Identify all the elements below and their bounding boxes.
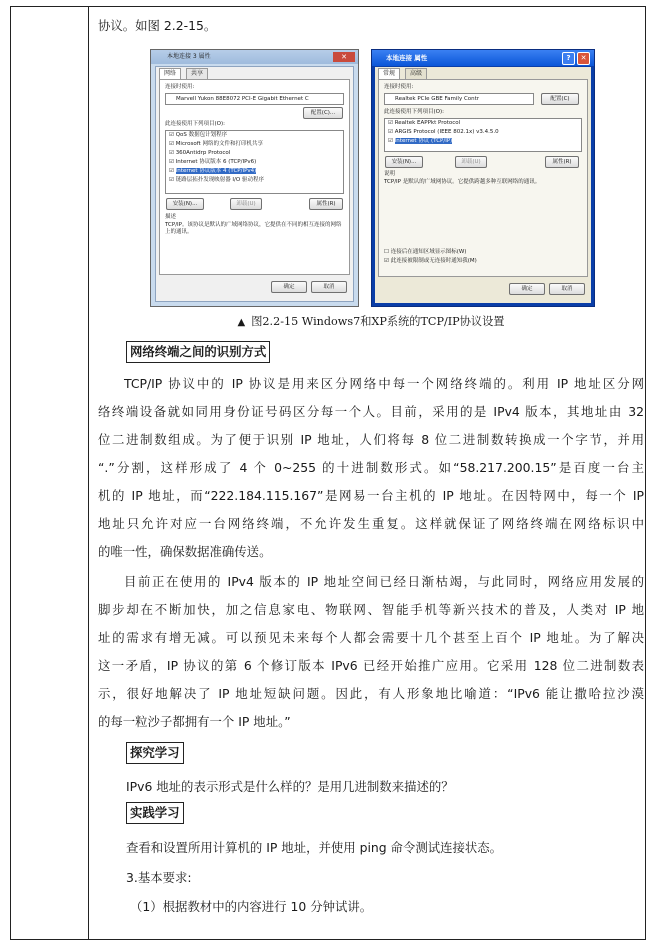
items-label: 此连接使用下列项目(O):: [165, 121, 225, 127]
description-text: TCP/IP 是默认的广域网协议。它提供跨越多种互联网络的通讯。: [384, 179, 541, 185]
connect-using-label: 连接时使用:: [384, 84, 414, 90]
description-text: TCP/IP。该协议是默认的广域网络协议，它提供在不同的相互连接的网络上的通讯。: [165, 222, 342, 235]
win7-tabs: [156, 67, 353, 78]
win7-title: 本地连接 3 属性: [167, 53, 211, 60]
intro-line: 协议。如图 2.2-15。: [98, 18, 217, 33]
xp-title: 本地连接 属性: [386, 54, 428, 62]
caption-text: 图2.2-15 Windows7和XP系统的TCP/IP协议设置: [251, 315, 505, 328]
items-label: 此连接使用下列项目(O):: [384, 109, 444, 115]
tab-general[interactable]: 常规: [378, 68, 400, 79]
cancel-button[interactable]: 取消: [311, 281, 347, 293]
list-item[interactable]: ☑ QoS 数据包计划程序: [169, 132, 228, 138]
tab-advanced[interactable]: 高级: [405, 68, 427, 79]
win7-properties-screenshot: [150, 49, 359, 307]
install-button[interactable]: 安装(N)...: [385, 156, 423, 168]
practice-text: 查看和设置所用计算机的 IP 地址，并使用 ping 命令测试连接状态。: [126, 840, 503, 855]
adapter-name: Realtek PCIe GBE Family Contr: [395, 96, 480, 102]
para1-line: 的唯一性，确保数据准确传送。: [98, 544, 272, 559]
configure-button[interactable]: 配置(C)...: [303, 107, 343, 119]
xp-properties-screenshot: [371, 49, 595, 307]
para1-line: 位二进制数组成。为了便于识别 IP 地址，人们将每 8 位二进制数转换成一个字节，并用: [98, 432, 644, 447]
list-item[interactable]: ☑ Realtek EAPPkt Protocol: [388, 120, 461, 126]
win7-titlebar: [151, 50, 358, 64]
close-icon[interactable]: ✕: [577, 52, 590, 65]
para1-line: 地址只允许对应一台网络终端，不允许发生重复。这样就保证了网络终端在网络标识中: [98, 516, 644, 531]
uninstall-button[interactable]: 卸载(U): [455, 156, 487, 168]
description-label: 描述: [165, 214, 177, 220]
para2-line: 目前正在使用的 IPv4 版本的 IP 地址空间已经日渐枯竭，与此同时，网络应用发展的: [124, 574, 644, 589]
list-item[interactable]: ☑ Internet 协议版本 6 (TCP/IPv6): [169, 159, 257, 165]
close-icon[interactable]: ✕: [333, 52, 355, 62]
adapter-name: Marvell Yukon 88E8072 PCI-E Gigabit Ethernet C: [176, 96, 309, 102]
list-item-label: QoS 数据包计划程序: [175, 132, 228, 138]
para1-line: 络终端设备就如同用身份证号码区分每一个人。目前，采用的是 IPv4 版本，其地址由 32: [98, 404, 644, 419]
adapter-field: [165, 93, 344, 105]
install-button[interactable]: 安装(N)...: [166, 198, 204, 210]
requirements-item: （1）根据教材中的内容进行 10 分钟试讲。: [130, 899, 373, 914]
xp-dialog-body: [375, 67, 591, 303]
inquiry-question: IPv6 地址的表示形式是什么样的？是用几进制数来描述的？: [126, 779, 454, 794]
notify-checkbox-1[interactable]: ☐ 连接后在通知区域显示图标(W): [384, 249, 467, 255]
list-item[interactable]: ☑ ARGIS Protocol (IEEE 802.1x) v3.4.5.0: [388, 129, 499, 135]
ok-button[interactable]: 确定: [271, 281, 307, 293]
heading-identification: 网络终端之间的识别方式: [126, 341, 270, 363]
properties-button[interactable]: 属性(R): [545, 156, 579, 168]
table-column-divider: [88, 6, 89, 940]
heading-inquiry: 探究学习: [126, 742, 184, 764]
list-item-label-selected: Internet 协议 (TCP/IP): [394, 138, 453, 144]
list-item-label: Microsoft 网络的文件和打印机共享: [175, 141, 263, 147]
help-icon[interactable]: ?: [562, 52, 575, 65]
xp-titlebar: [372, 50, 594, 66]
xp-tabs: [375, 67, 591, 78]
list-item-label: ARGIS Protocol (IEEE 802.1x) v3.4.5.0: [394, 129, 499, 135]
tab-sharing[interactable]: 共享: [186, 68, 208, 79]
list-item[interactable]: ☑ 链路层拓扑发现映射器 I/O 驱动程序: [169, 177, 264, 183]
para1-line: “.”分割，这样形成了 4 个 0~255 的十进制数形式。如“58.217.200.15”是百度一台主: [98, 460, 644, 475]
list-item-label-selected: Internet 协议版本 4 (TCP/IPv4): [175, 168, 257, 174]
win7-tab-pane: [159, 79, 350, 275]
triangle-icon: ▲: [237, 317, 246, 328]
para1-line: 机的 IP 地址，而“222.184.115.167”是网易一台主机的 IP 地址。在因特网中，每一个 IP: [98, 488, 644, 503]
list-item[interactable]: ☑ Internet 协议版本 4 (TCP/IPv4): [169, 168, 257, 174]
para2-line: 这一矛盾，IP 协议的第 6 个修订版本 IPv6 已经开始推广应用。它采用 128 位二进制数表: [98, 658, 644, 673]
para2-line: 的每一粒沙子都拥有一个 IP 地址。”: [98, 714, 291, 729]
list-item[interactable]: ☑ Internet 协议 (TCP/IP): [388, 138, 453, 144]
notify-checkbox-2[interactable]: ☑ 此连接被限制或无连接时通知我(M): [384, 258, 477, 264]
figure-caption: [98, 313, 644, 329]
para1-line: TCP/IP 协议中的 IP 协议是用来区分网络中每一个网络终端的。利用 IP 地址区分网: [124, 376, 644, 391]
win7-dialog-body: [155, 66, 354, 302]
list-item[interactable]: ☑ 360Antidrp Protocol: [169, 150, 231, 156]
list-item[interactable]: ☑ Microsoft 网络的文件和打印机共享: [169, 141, 263, 147]
list-item-label: 360Antidrp Protocol: [175, 150, 231, 156]
list-item-label: 链路层拓扑发现映射器 I/O 驱动程序: [175, 177, 264, 183]
description-label: 说明: [384, 171, 396, 177]
properties-button[interactable]: 属性(R): [309, 198, 343, 210]
para2-line: 脚步却在不断加快，加之信息家电、物联网、智能手机等新兴技术的普及，人类对 IP 地: [98, 602, 644, 617]
connect-using-label: 连接时使用:: [165, 84, 195, 90]
checkbox-label: 此连接被限制或无连接时通知我(M): [390, 258, 477, 264]
cancel-button[interactable]: 取消: [549, 283, 585, 295]
requirements-title: 3.基本要求:: [126, 870, 192, 885]
adapter-field: [384, 93, 534, 105]
items-list: [384, 118, 582, 152]
xp-tab-pane: [378, 79, 588, 277]
tab-network[interactable]: 网络: [159, 68, 181, 79]
ok-button[interactable]: 确定: [509, 283, 545, 295]
para2-line: 址的需求有增无减。可以预见未来每个人都会需要十几个甚至上百个 IP 地址。为了解决: [98, 630, 644, 645]
configure-button[interactable]: 配置(C): [541, 93, 579, 105]
list-item-label: Internet 协议版本 6 (TCP/IPv6): [175, 159, 257, 165]
checkbox-label: 连接后在通知区域显示图标(W): [390, 249, 467, 255]
list-item-label: Realtek EAPPkt Protocol: [394, 120, 461, 126]
heading-practice: 实践学习: [126, 802, 184, 824]
uninstall-button[interactable]: 卸载(U): [230, 198, 262, 210]
items-list: [165, 130, 344, 194]
para2-line: 示，很好地解决了 IP 地址短缺问题。因此，有人形象地比喻道：“IPv6 能让撒哈拉沙漠: [98, 686, 644, 701]
